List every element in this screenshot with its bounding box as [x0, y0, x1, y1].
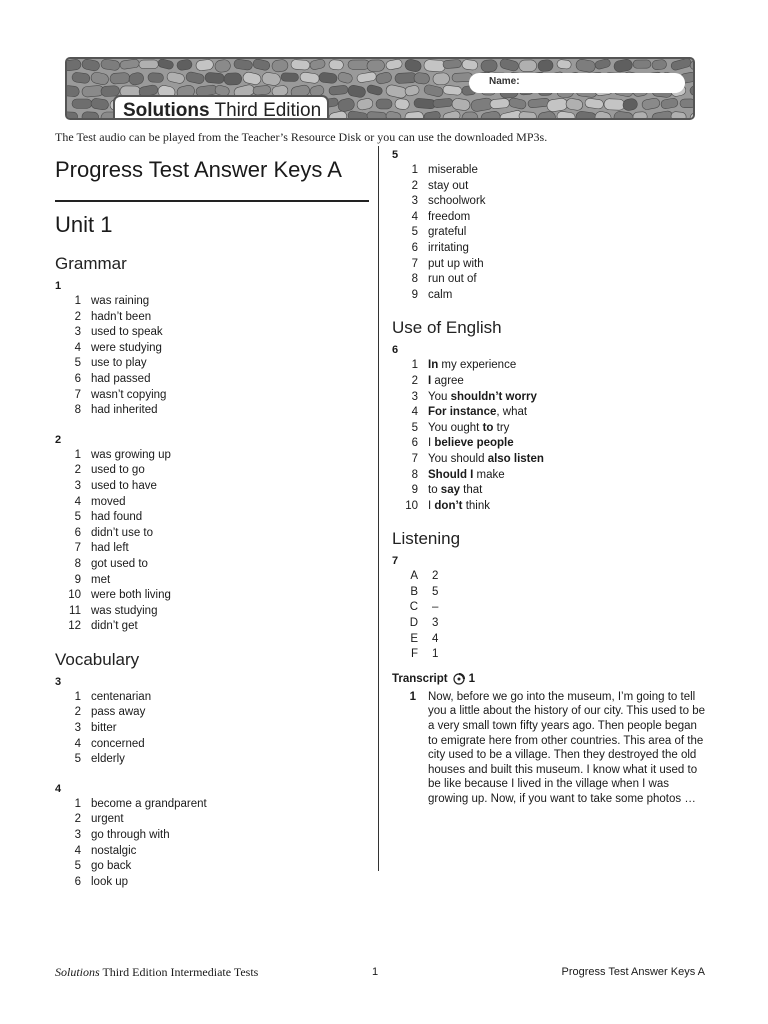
- answer-item: [55, 812, 369, 828]
- answer-number: 10: [405, 499, 418, 512]
- answer-number: 9: [74, 573, 81, 586]
- answer-number: 4: [74, 341, 81, 354]
- answer-number: 6: [74, 372, 81, 385]
- answer-suffix: make: [473, 468, 505, 481]
- answer-number: 5: [74, 511, 81, 524]
- answer-item: [55, 463, 369, 479]
- brand-logo: [113, 95, 329, 120]
- answer-number: 9: [411, 484, 418, 497]
- answer-key-words: don’t: [434, 499, 463, 512]
- name-label: Name:: [489, 76, 520, 87]
- answer-text: was studying: [91, 604, 158, 617]
- answer-item: [55, 859, 369, 875]
- answer-number: 8: [411, 273, 418, 286]
- matching-value: 4: [432, 632, 439, 645]
- answer-text: [418, 421, 509, 437]
- answer-text: freedom: [428, 210, 471, 223]
- answer-item: [55, 797, 369, 813]
- answer-number: 1: [74, 690, 81, 703]
- answer-text: met: [91, 573, 111, 586]
- answer-text: [418, 436, 514, 452]
- answer-text: nostalgic: [91, 844, 137, 857]
- answer-text: got used to: [91, 557, 148, 570]
- answer-prefix: You should: [428, 452, 488, 465]
- answer-number: 8: [74, 557, 81, 570]
- answer-text: had found: [91, 511, 143, 524]
- answer-item: [55, 479, 369, 495]
- answer-text: pass away: [91, 706, 146, 719]
- exercise-number: 2: [55, 433, 62, 446]
- exercise-number: 1: [55, 280, 62, 292]
- answer-item: [55, 510, 369, 526]
- answer-number: 1: [411, 164, 418, 176]
- exercise-number: 7: [392, 555, 399, 568]
- answer-text: [418, 390, 537, 406]
- answer-item: [55, 573, 369, 589]
- answer-text: wasn’t copying: [91, 388, 167, 401]
- answer-item: [392, 374, 722, 390]
- answer-number: 6: [411, 241, 418, 254]
- footer-italic: Solutions: [55, 965, 100, 979]
- answer-number: 12: [68, 620, 81, 633]
- answer-text: [418, 374, 464, 390]
- answer-number: 4: [74, 495, 81, 508]
- answer-item: [392, 421, 722, 437]
- answer-text: urgent: [91, 813, 124, 826]
- answer-list: [392, 358, 722, 514]
- matching-answer-list: [392, 569, 722, 663]
- answer-item: [392, 210, 722, 226]
- exercise-number: 5: [392, 149, 399, 161]
- answer-number: 7: [411, 452, 418, 465]
- answer-number: 5: [411, 226, 418, 239]
- answer-suffix: agree: [431, 374, 464, 387]
- answer-item: [392, 499, 722, 515]
- answer-number: 3: [411, 195, 418, 208]
- answer-number: 2: [74, 706, 81, 719]
- answer-item: [55, 341, 369, 357]
- answer-number: 9: [411, 288, 418, 301]
- answer-number: 7: [74, 388, 81, 401]
- answer-text: grateful: [428, 226, 467, 239]
- matching-value: –: [432, 601, 439, 614]
- answer-item: [392, 225, 722, 241]
- answer-key-words: to: [482, 421, 494, 434]
- answer-list: [392, 163, 722, 303]
- answer-number: 2: [411, 374, 418, 387]
- exercise-number: 3: [55, 675, 62, 688]
- exercise-number: 6: [392, 344, 399, 357]
- answer-key-words: I: [428, 374, 432, 387]
- answer-number: 5: [74, 860, 81, 873]
- audio-disc-icon: [453, 673, 465, 685]
- answer-key-words: For instance: [428, 406, 497, 419]
- answer-text: concerned: [91, 737, 145, 750]
- listening-heading: Listening: [392, 529, 461, 549]
- answer-item: [392, 257, 722, 273]
- answer-item: [55, 541, 369, 557]
- matching-item: [392, 600, 722, 616]
- answer-list: [55, 294, 369, 419]
- answer-item: [392, 452, 722, 468]
- answer-number: 3: [411, 390, 418, 403]
- answer-text: run out of: [428, 273, 477, 286]
- answer-number: 4: [411, 406, 418, 419]
- answer-key-words: In: [428, 359, 439, 372]
- answer-text: was raining: [91, 295, 150, 307]
- left-column: [55, 155, 369, 890]
- answer-key-words: also listen: [487, 452, 544, 465]
- answer-key-words: believe people: [434, 437, 514, 450]
- answer-item: [55, 619, 369, 635]
- answer-text: [418, 358, 516, 374]
- answer-text: had inherited: [91, 404, 158, 417]
- transcript-item-number: 1: [409, 690, 416, 703]
- answer-item: [55, 604, 369, 620]
- answer-text: go back: [91, 860, 132, 873]
- brand-bold: Solutions: [123, 100, 210, 120]
- answer-suffix: think: [462, 499, 490, 512]
- answer-suffix: that: [459, 484, 483, 497]
- answer-text: used to have: [91, 479, 157, 492]
- answer-number: 5: [74, 357, 81, 370]
- answer-number: 10: [68, 589, 81, 602]
- column-divider: [378, 146, 379, 871]
- answer-text: irritating: [428, 241, 469, 254]
- answer-text: used to speak: [91, 326, 163, 339]
- brand-rest: Third Edition: [214, 100, 322, 120]
- matching-item: [392, 647, 722, 663]
- answer-number: 11: [69, 604, 81, 617]
- answer-number: 3: [74, 479, 81, 492]
- answer-item: [55, 448, 369, 464]
- matching-value: 3: [432, 617, 439, 630]
- answer-text: go through with: [91, 829, 170, 842]
- answer-item: [55, 325, 369, 341]
- answer-suffix: my experience: [438, 359, 517, 372]
- answer-number: 4: [74, 844, 81, 857]
- answer-number: 8: [411, 468, 418, 481]
- page-title: Progress Test Answer Keys A: [55, 157, 342, 182]
- answer-text: didn’t get: [91, 620, 138, 633]
- answer-number: 4: [74, 737, 81, 750]
- answer-number: 2: [411, 179, 418, 192]
- matching-item: [392, 632, 722, 648]
- answer-number: 1: [74, 448, 81, 461]
- answer-item: [392, 358, 722, 374]
- answer-item: [55, 737, 369, 753]
- matching-letter: E: [410, 632, 418, 645]
- answer-item: [55, 372, 369, 388]
- footer-rest: Third Edition Intermediate Tests: [99, 965, 259, 979]
- answer-text: had left: [91, 542, 129, 555]
- answer-suffix: , what: [496, 406, 528, 419]
- answer-text: calm: [428, 288, 453, 301]
- grammar-heading: Grammar: [55, 254, 127, 273]
- matching-letter: B: [410, 585, 418, 598]
- matching-letter: F: [410, 648, 418, 661]
- footer-section-title: Progress Test Answer Keys A: [561, 966, 705, 978]
- title-rule: [55, 200, 369, 202]
- answer-text: [418, 483, 482, 499]
- answer-prefix: I: [428, 499, 435, 512]
- answer-text: miserable: [428, 164, 478, 176]
- answer-number: 3: [74, 326, 81, 339]
- page-footer: [55, 965, 705, 981]
- answer-text: [418, 452, 544, 468]
- answer-item: [55, 557, 369, 573]
- answer-number: 1: [411, 359, 418, 372]
- page-number: 1: [372, 966, 379, 978]
- answer-text: were both living: [91, 589, 171, 602]
- name-field[interactable]: [469, 73, 685, 93]
- answer-item: [392, 468, 722, 484]
- answer-number: 5: [74, 753, 81, 766]
- matching-value: 5: [432, 585, 439, 598]
- answer-number: 1: [74, 295, 81, 307]
- answer-prefix: You ought: [428, 421, 483, 434]
- use-of-english-heading: Use of English: [392, 318, 502, 338]
- answer-item: [55, 844, 369, 860]
- answer-item: [392, 163, 722, 179]
- answer-item: [392, 390, 722, 406]
- answer-text: look up: [91, 875, 129, 888]
- answer-item: [55, 690, 369, 706]
- answer-item: [392, 194, 722, 210]
- answer-number: 5: [411, 421, 418, 434]
- answer-item: [55, 526, 369, 542]
- answer-text: stay out: [428, 179, 469, 192]
- answer-number: 3: [74, 722, 81, 735]
- transcript-text: Now, before we go into the museum, I’m going to tell you a little about the history of our city. This used to be a very small town fifty years ago. Then people began to emigrate here from other countries. This area of the city used to be a village. Then they destroyed the old houses and built this museum. I know what it used to be like because I lived in the village when I was growing up. Now, if you want to take some photos …: [428, 690, 706, 805]
- transcript-label: Transcript: [392, 672, 448, 685]
- matching-letter: D: [409, 617, 418, 630]
- exercise-number: 4: [55, 782, 62, 795]
- answer-item: [55, 752, 369, 768]
- answer-number: 7: [411, 257, 418, 270]
- answer-item: [55, 310, 369, 326]
- answer-item: [392, 288, 722, 304]
- answer-text: used to go: [91, 464, 145, 477]
- answer-list: [55, 690, 369, 768]
- matching-item: [392, 569, 722, 585]
- answer-text: was growing up: [91, 448, 171, 461]
- answer-suffix: try: [493, 421, 510, 434]
- answer-number: 2: [74, 464, 81, 477]
- answer-text: bitter: [91, 722, 117, 735]
- answer-item: [55, 721, 369, 737]
- transcript-block: [392, 690, 722, 807]
- matching-letter: C: [409, 601, 418, 614]
- answer-text: [418, 499, 490, 515]
- right-column: [392, 148, 722, 807]
- answer-text: hadn’t been: [91, 310, 152, 323]
- answer-item: [55, 294, 369, 310]
- answer-key-words: Should I: [428, 468, 474, 481]
- matching-value: 1: [432, 648, 439, 661]
- answer-text: moved: [91, 495, 126, 508]
- header-banner: [65, 57, 695, 120]
- answer-number: 4: [411, 210, 418, 223]
- answer-text: were studying: [91, 341, 162, 354]
- answer-number: 2: [74, 813, 81, 826]
- answer-text: use to play: [91, 357, 147, 370]
- answer-item: [55, 705, 369, 721]
- answer-text: become a grandparent: [91, 797, 207, 810]
- answer-list: [55, 797, 369, 891]
- answer-number: 1: [74, 797, 81, 810]
- matching-item: [392, 585, 722, 601]
- answer-item: [392, 436, 722, 452]
- answer-number: 7: [74, 542, 81, 555]
- answer-number: 6: [74, 526, 81, 539]
- answer-number: 2: [74, 310, 81, 323]
- transcript-heading: [392, 671, 722, 687]
- answer-item: [55, 828, 369, 844]
- unit-title: Unit 1: [55, 212, 113, 237]
- answer-item: [392, 405, 722, 421]
- answer-text: had passed: [91, 372, 151, 385]
- answer-text: centenarian: [91, 690, 152, 703]
- answer-key-words: say: [440, 484, 460, 497]
- answer-item: [392, 241, 722, 257]
- answer-item: [55, 588, 369, 604]
- matching-item: [392, 616, 722, 632]
- vocabulary-heading: Vocabulary: [55, 649, 140, 669]
- transcript-track: 1: [468, 672, 476, 685]
- answer-text: elderly: [91, 753, 125, 766]
- answer-prefix: to: [428, 484, 441, 497]
- answer-item: [392, 483, 722, 499]
- answer-number: 3: [74, 829, 81, 842]
- answer-text: [418, 468, 505, 484]
- answer-list: [55, 448, 369, 635]
- matching-letter: A: [410, 570, 418, 583]
- matching-value: 2: [432, 570, 439, 583]
- answer-text: [418, 405, 527, 421]
- answer-text: schoolwork: [428, 195, 486, 208]
- answer-item: [55, 403, 369, 419]
- answer-text: put up with: [428, 257, 484, 270]
- answer-key-words: shouldn’t worry: [450, 390, 537, 403]
- footer-book-title: [55, 965, 258, 980]
- answer-item: [55, 875, 369, 891]
- answer-prefix: I: [428, 437, 435, 450]
- answer-item: [55, 495, 369, 511]
- answer-item: [392, 179, 722, 195]
- answer-number: 6: [411, 437, 418, 450]
- answer-number: 8: [74, 404, 81, 417]
- audio-note: The Test audio can be played from the Teacher’s Resource Disk or you can use the downloaded MP3s.: [55, 130, 548, 144]
- answer-item: [392, 272, 722, 288]
- answer-text: didn’t use to: [91, 526, 154, 539]
- answer-item: [55, 388, 369, 404]
- answer-item: [55, 356, 369, 372]
- answer-prefix: You: [428, 390, 451, 403]
- answer-number: 6: [74, 875, 81, 888]
